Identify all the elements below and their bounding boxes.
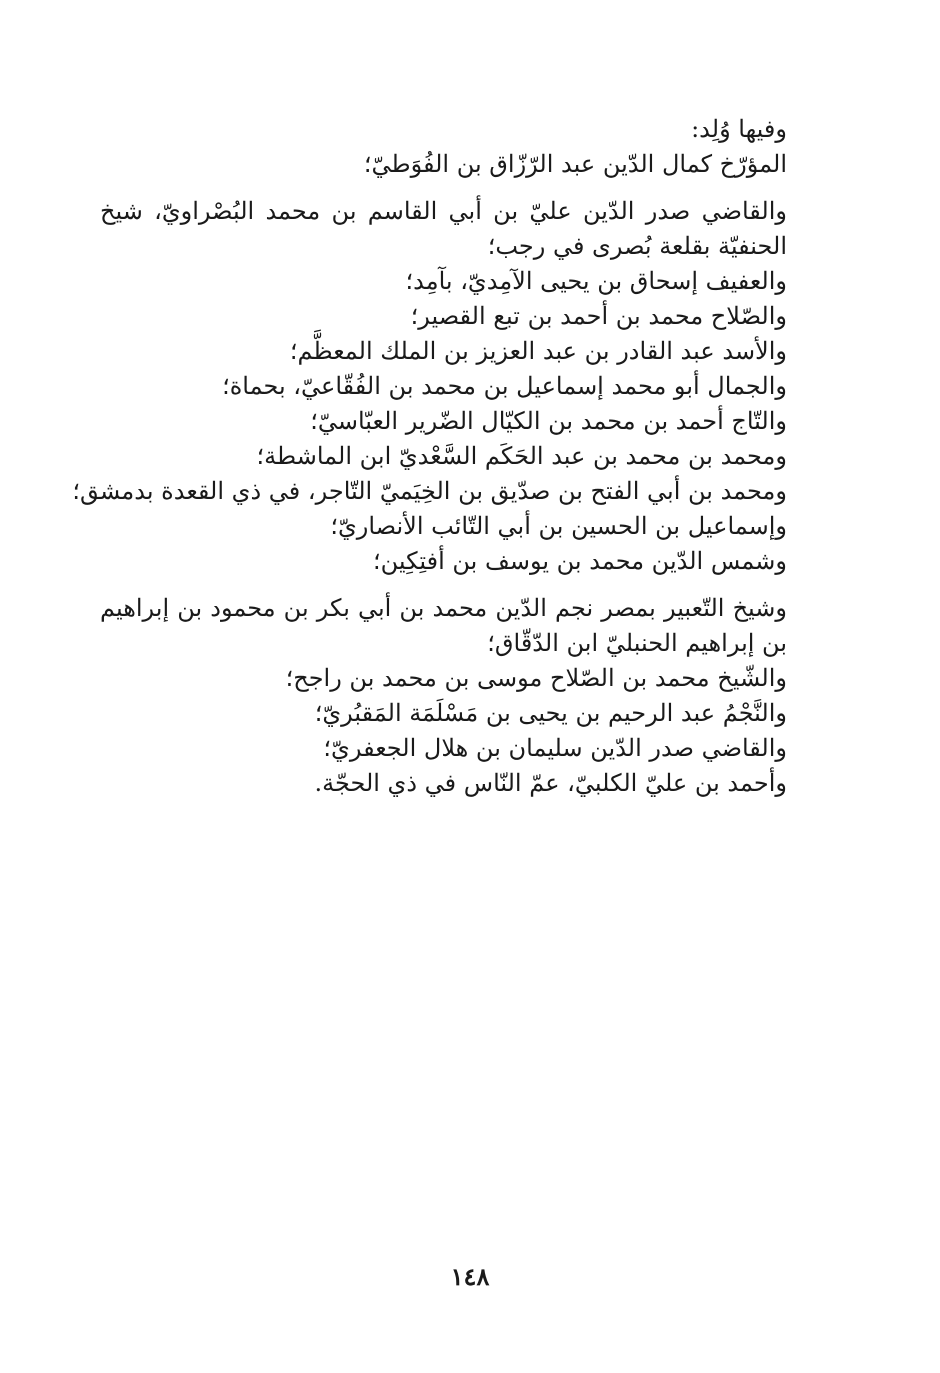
text-line: والشّيخ محمد بن الصّلاح موسى بن محمد بن راجح؛ [285, 664, 787, 692]
text-line: ومحمد بن أبي الفتح بن صدّيق بن الخِيَميّ التّاجر، في ذي القعدة بدمشق؛ [72, 477, 787, 505]
text-line: وفيها وُلِد: [691, 115, 787, 143]
text-line: والتّاج أحمد بن محمد بن الكيّال الضّرير العبّاسيّ؛ [310, 407, 787, 435]
paragraph-gap [100, 182, 825, 194]
text-line: والجمال أبو محمد إسماعيل بن محمد بن الفُقّاعيّ، بحماة؛ [222, 372, 787, 400]
page-number: ١٤٨ [450, 1262, 490, 1291]
text-line: وإسماعيل بن الحسين بن أبي التّائب الأنصاريّ؛ [330, 512, 787, 540]
text-line: والقاضي صدر الدّين سليمان بن هلال الجعفريّ؛ [323, 734, 787, 762]
text-line: وشمس الدّين محمد بن يوسف بن أفتِكِين؛ [373, 547, 787, 575]
page-body [72, 112, 825, 801]
text-line: المؤرّخ كمال الدّين عبد الرّزّاق بن الفُوَطيّ؛ [363, 150, 787, 178]
text-line: ومحمد بن محمد بن عبد الحَكَم السَّعْديّ ابن الماشطة؛ [256, 442, 787, 470]
text-line: والأسد عبد القادر بن عبد العزيز بن الملك المعظَّم؛ [289, 337, 787, 365]
text-line: والصّلاح محمد بن أحمد بن تبع القصير؛ [410, 302, 787, 330]
text-line: والنَّجْمُ عبد الرحيم بن يحيى بن مَسْلَمَة المَقبُريّ؛ [314, 699, 787, 727]
paragraph-text: وشيخ التّعبير بمصر نجم الدّين محمد بن أبي بكر بن محمود بن إبراهيم بن إبراهيم الحنبليّ ابن الدّقّاق؛ [100, 594, 787, 657]
text-paragraph [100, 194, 825, 264]
text-line: والعفيف إسحاق بن يحيى الآمِديّ، بآمِد؛ [405, 267, 787, 295]
paragraph-gap [100, 579, 825, 591]
paragraph-text: والقاضي صدر الدّين عليّ بن أبي القاسم بن محمد البُصْراويّ، شيخ الحنفيّة بقلعة بُصرى في رجب؛ [100, 197, 787, 260]
text-line: وأحمد بن عليّ الكلبيّ، عمّ النّاس في ذي الحجّة. [314, 769, 787, 797]
text-paragraph [100, 591, 825, 661]
